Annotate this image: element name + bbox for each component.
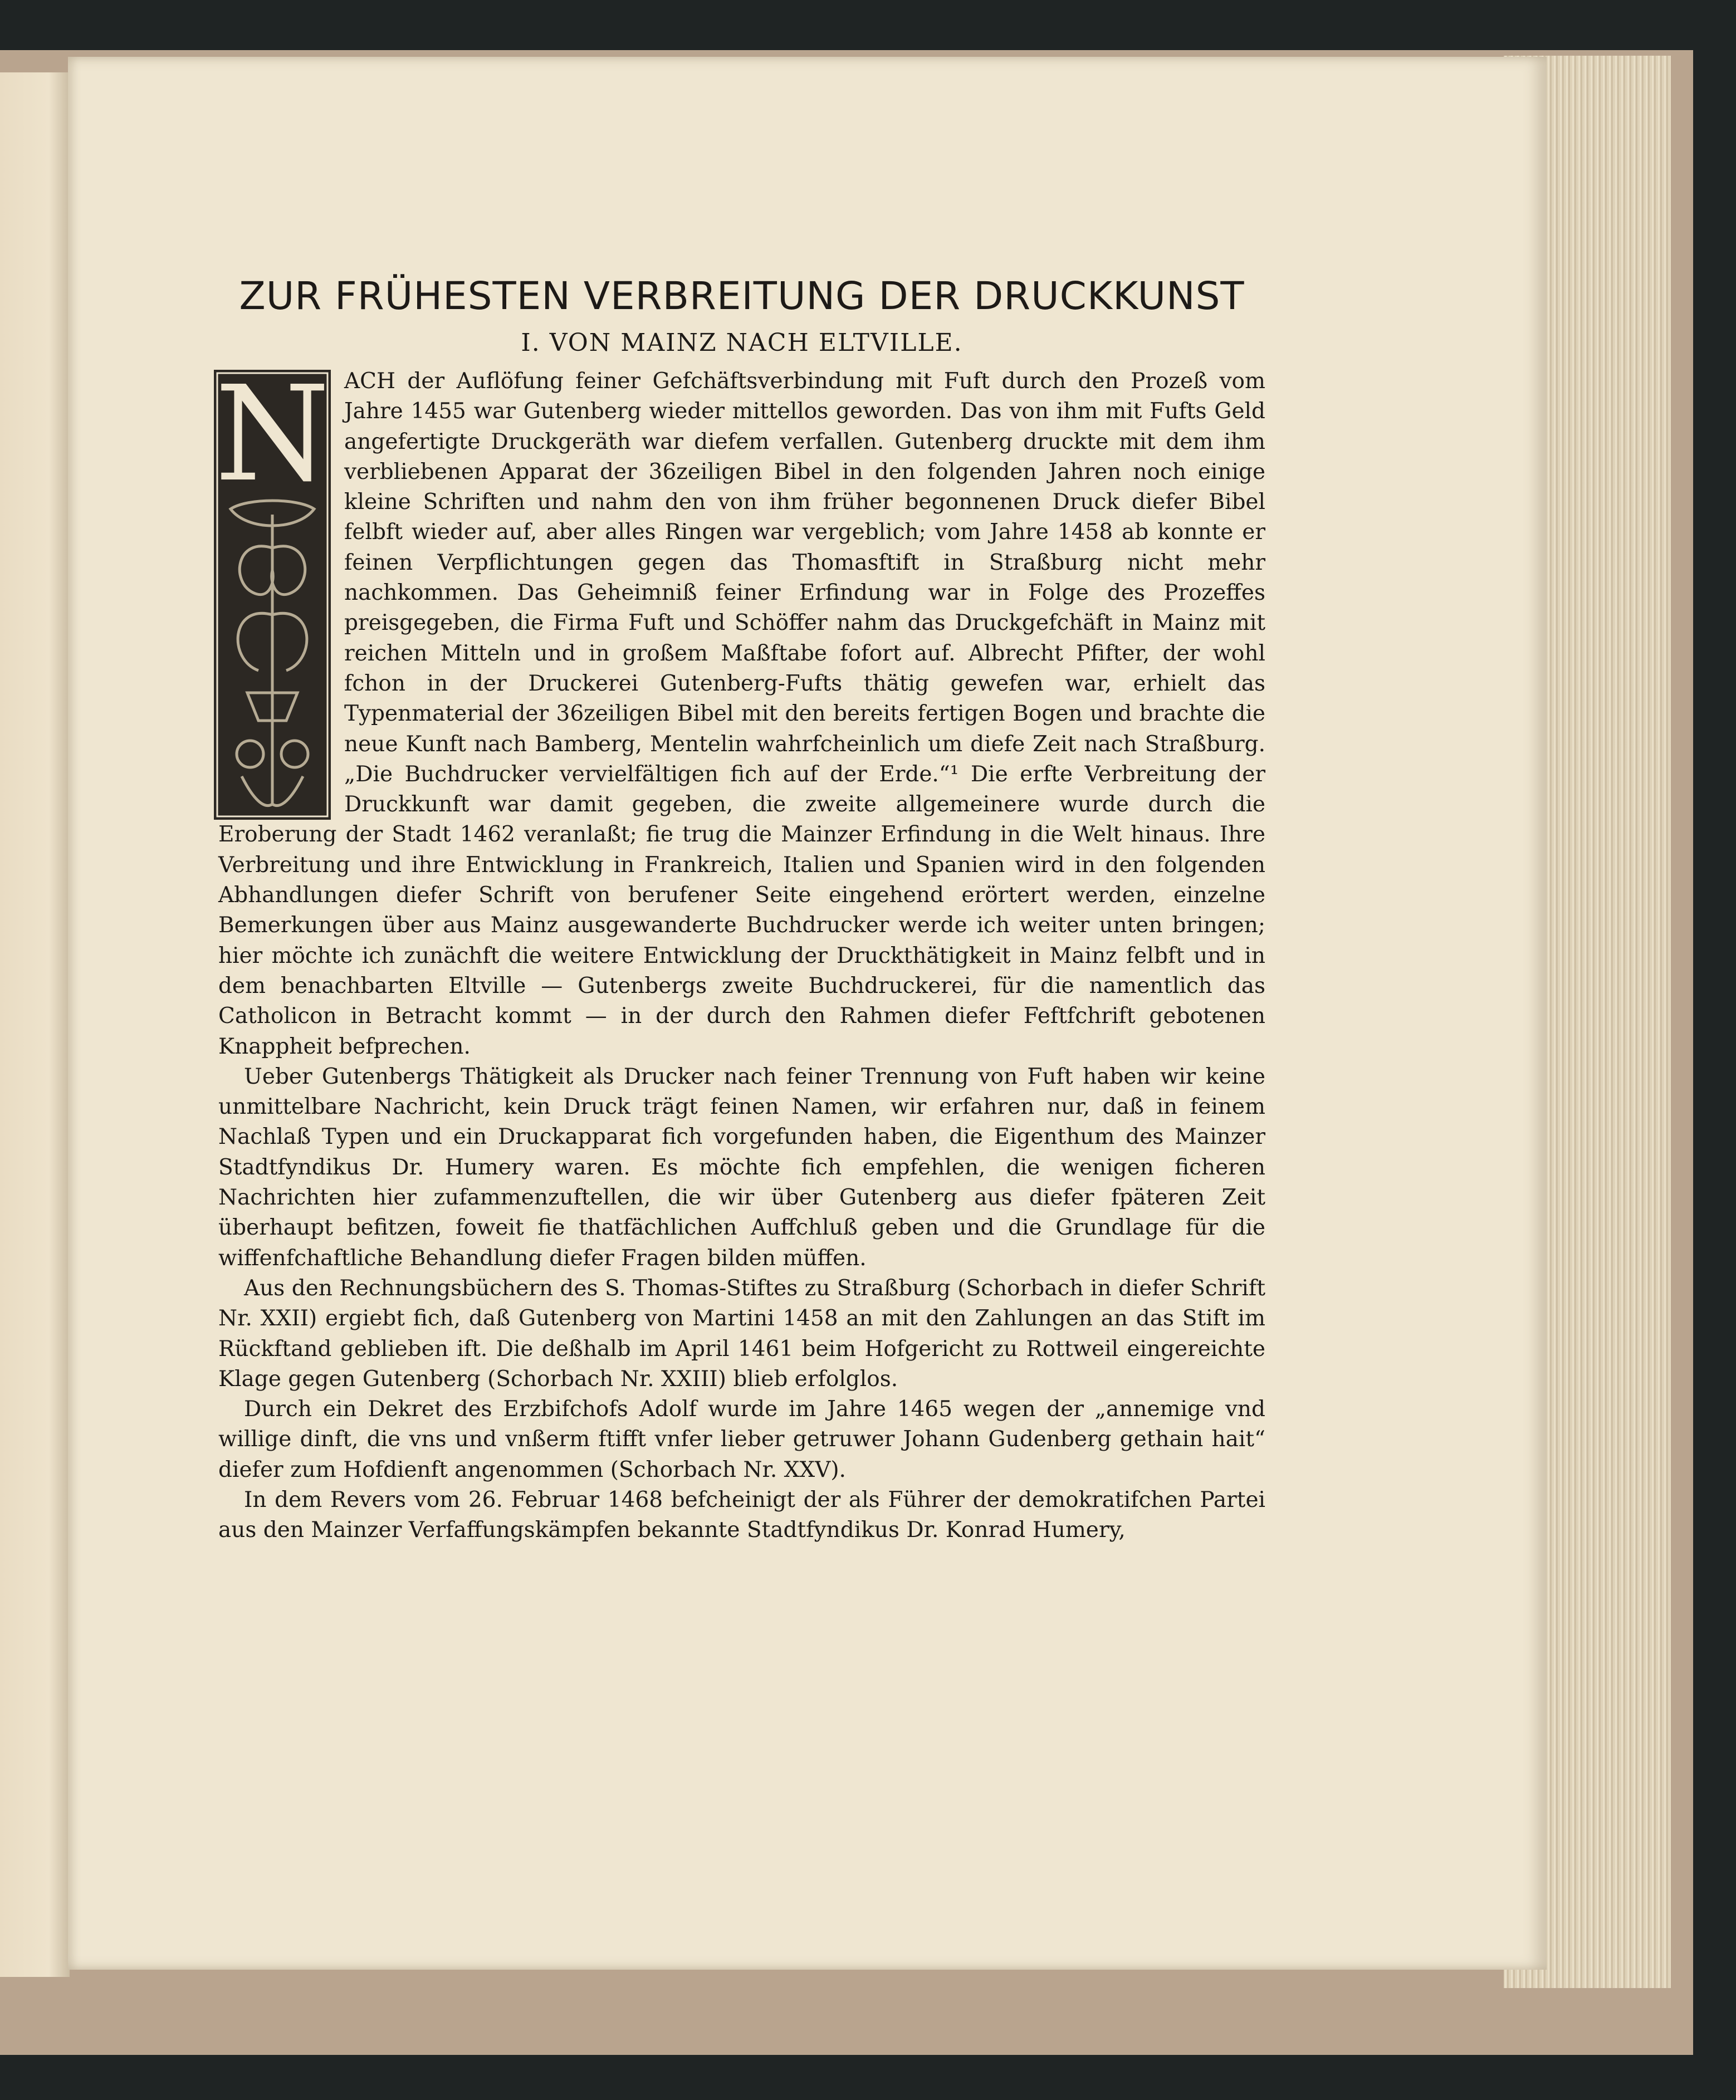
paragraph-3: Aus den Rechnungsbüchern des S. Thomas-Stiftes zu Straßburg (Schorbach in diefer Schrift Nr. XXII) ergiebt fich, daß Gutenberg von Martini 1458 an mit den Zahlungen an das Stift im Rückftand geblieben ift. Die deßhalb im April 1461 beim Hofgericht zu Rottweil eingereichte Klage gegen Gutenberg (Schorbach Nr. XXIII) blieb erfolglos. <box>218 1275 1265 1392</box>
decorative-initial <box>214 358 331 820</box>
dropcap-letter: N <box>214 358 330 511</box>
page-content <box>214 273 1265 1546</box>
chapter-title: ZUR FRÜHESTEN VERBREITUNG DER DRUCKKUNST <box>239 274 1245 319</box>
paragraph-1: ACH der Auflöfung feiner Gefchäftsverbindung mit Fuft durch den Prozeß vom Jahre 1455 war Gutenberg wieder mittellos geworden. Das von ihm mit Fufts Geld angefertigte Druckgeräth war diefem verfallen. Gutenberg druckte mit dem ihm verbliebenen Apparat der 36zeiligen Bibel in den folgenden Jahren noch einige kleine Schriften und nahm den von ihm früher begonnenen Druck diefer Bibel felbft wieder auf, aber alles Ringen war vergeblich; vom Jahre 1458 ab konnte er feinen Verpflichtungen gegen das Thomasftift in Straßburg nicht mehr nachkommen. Das Geheimniß feiner Erfindung war in Folge des Prozeffes preisgegeben, die Firma Fuft und Schöffer nahm das Druckgefchäft in Mainz mit reichen Mitteln und in großem Maßftabe fofort auf. Albrecht Pfifter, der wohl fchon in der Druckerei Gutenberg-Fufts thätig gewefen war, erhielt das Typenmaterial der 36zeiligen Bibel mit den bereits fertigen Bogen und brachte die neue Kunft nach Bamberg, Mentelin wahrfcheinlich um diefe Zeit nach Straßburg. „Die Buchdrucker vervielfältigen fich auf der Erde.“¹ Die erfte Verbreitung der Druckkunft war damit gegeben, die zweite allgemeinere wurde durch die Eroberung der Stadt 1462 veranlaßt; fie trug die Mainzer Erfindung in die Welt hinaus. Ihre Verbreitung und ihre Entwicklung in Frankreich, Italien und Spanien wird in den folgenden Abhandlungen diefer Schrift von berufener Seite eingehend erörtert werden, einzelne Bemerkungen über aus Mainz ausgewanderte Buchdrucker werde ich weiter unten bringen; hier möchte ich zunächft die weitere Entwicklung der Druckthätigkeit in Mainz felbft und in dem benachbarten Eltville — Gutenbergs zweite Buchdruckerei, für die namentlich das Catholicon in Betracht kommt — in der durch den Rahmen diefer Feftfchrift gebotenen Knappheit befprechen. <box>218 369 1265 1059</box>
book-page <box>68 57 1547 1970</box>
left-page-edge <box>0 72 70 1977</box>
paragraph-4: Durch ein Dekret des Erzbifchofs Adolf wurde im Jahre 1465 wegen der „annemige vnd willige dinft, die vns und vnßerm ftifft vnfer lieber getruwer Johann Gudenberg gethain hait“ diefer zum Hofdienft angenommen (Schorbach Nr. XXV). <box>218 1397 1265 1482</box>
body-text <box>214 358 1265 1546</box>
section-heading: I. VON MAINZ NACH ELTVILLE. <box>521 329 963 357</box>
paragraph-2: Ueber Gutenbergs Thätigkeit als Drucker nach feiner Trennung von Fuft haben wir keine unmittelbare Nachricht, kein Druck trägt feinen Namen, wir erfahren nur, daß in feinem Nachlaß Typen und ein Druckapparat fich vorgefunden haben, die Eigenthum des Mainzer Stadtfyndikus Dr. Humery waren. Es möchte fich empfehlen, die wenigen ficheren Nachrichten hier zufammenzuftellen, die wir über Gutenberg aus diefer fpäteren Zeit überhaupt befitzen, foweit fie thatfächlichen Auffchluß geben und die Grundlage für die wiffenfchaftliche Behandlung diefer Fragen bilden müffen. <box>218 1064 1265 1271</box>
paragraph-5: In dem Revers vom 26. Februar 1468 befcheinigt der als Führer der demokratifchen Partei aus den Mainzer Verfaffungskämpfen bekannte Stadtfyndikus Dr. Konrad Humery, <box>218 1487 1265 1543</box>
